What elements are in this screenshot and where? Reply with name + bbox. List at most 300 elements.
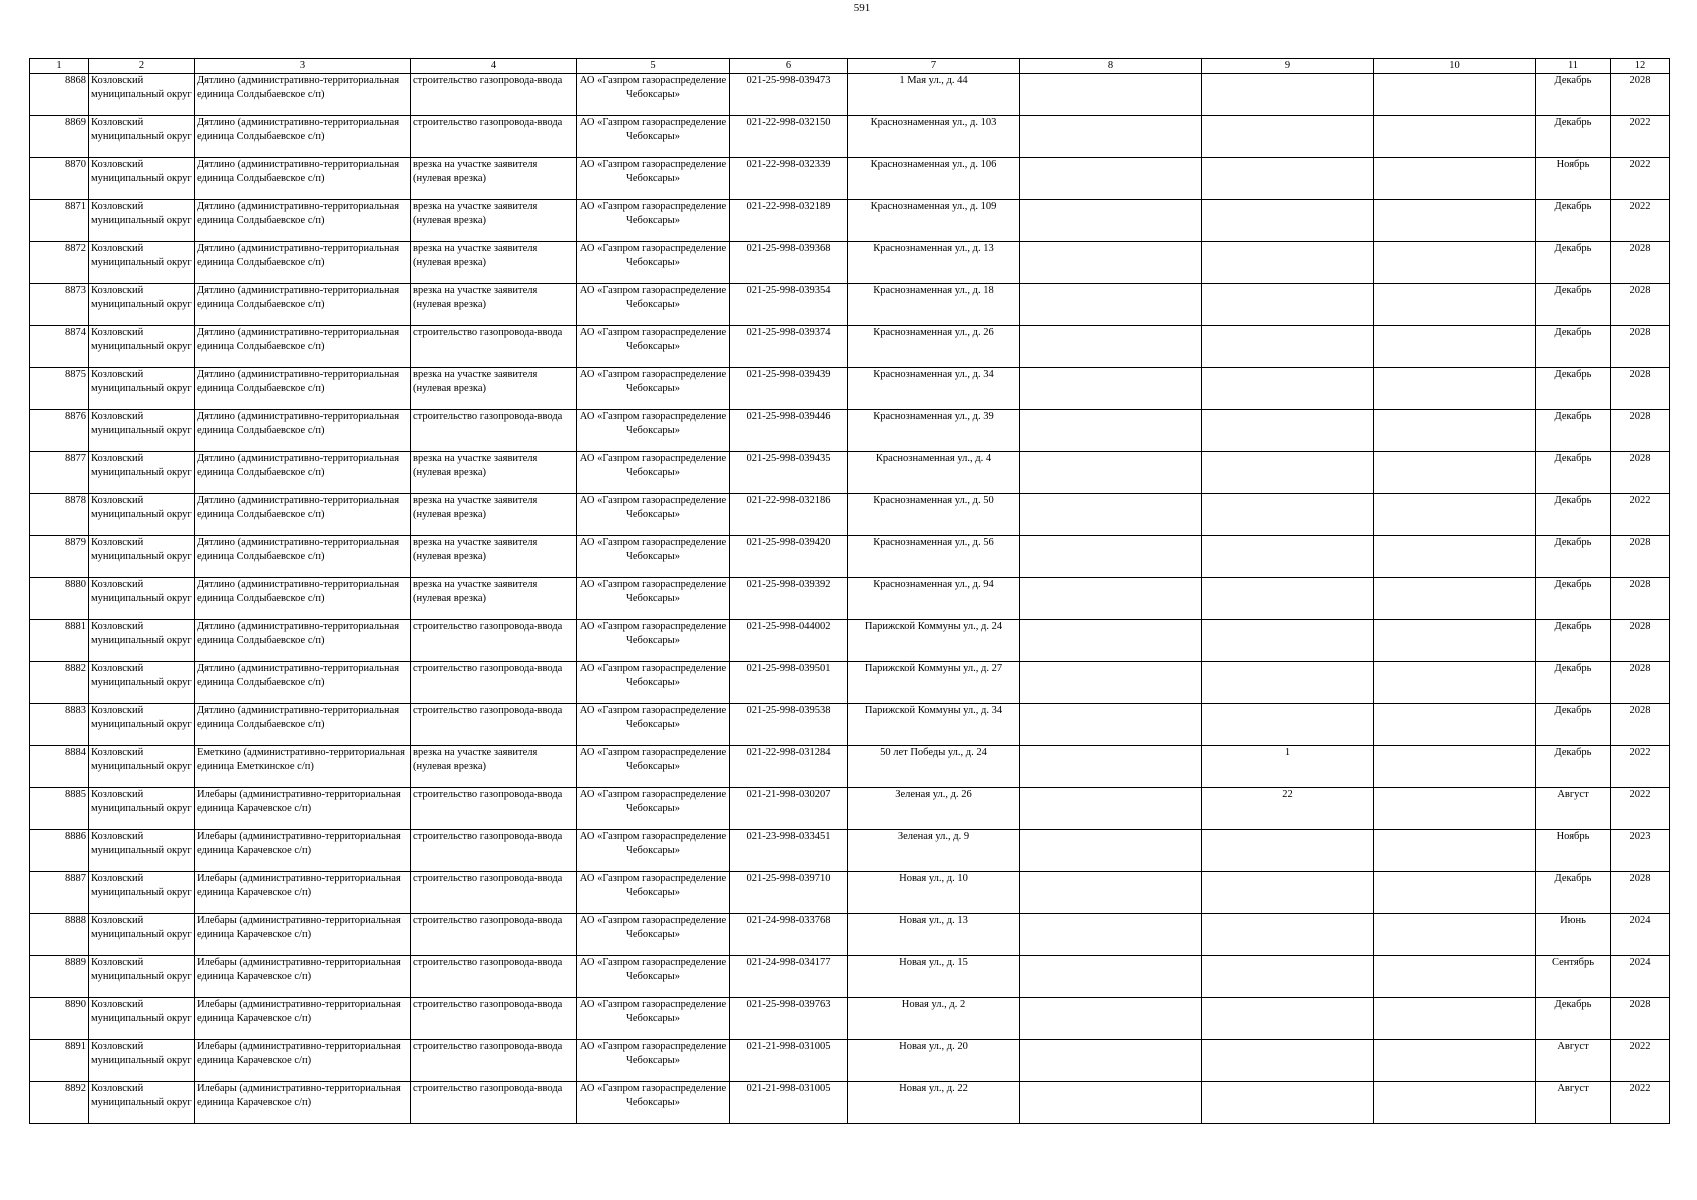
month-cell: [1536, 998, 1611, 1040]
row-number-text: 8890: [65, 999, 86, 1010]
work-type-cell-text: строительство газопровода-ввода: [413, 915, 563, 926]
column-8-cell: [1020, 284, 1202, 326]
month-cell: [1536, 158, 1611, 200]
table-row: [30, 746, 1670, 788]
district-cell: [89, 200, 195, 242]
column-9-cell-text: 22: [1282, 789, 1293, 800]
year-cell-text: 2028: [1629, 999, 1651, 1010]
district-cell-text: Козловский муниципальный округ: [91, 201, 192, 226]
column-10-cell: [1374, 494, 1536, 536]
application-code-cell: [730, 284, 848, 326]
work-type-cell-text: врезка на участке заявителя (нулевая врезка): [413, 369, 538, 394]
organization-cell: [577, 578, 730, 620]
address-cell: [848, 242, 1020, 284]
year-cell: [1611, 578, 1670, 620]
table-row: [30, 74, 1670, 116]
address-cell-text: Новая ул., д. 13: [899, 915, 968, 926]
organization-cell: [577, 74, 730, 116]
month-cell: [1536, 620, 1611, 662]
work-type-cell: [411, 326, 577, 368]
column-9-cell: [1202, 956, 1374, 998]
column-9-cell-text: [1204, 662, 1371, 703]
address-cell: [848, 116, 1020, 158]
column-10-cell-text: [1376, 410, 1533, 451]
district-cell: [89, 1082, 195, 1124]
column-9-cell-text: [1204, 1040, 1371, 1081]
district-cell-text: Козловский муниципальный округ: [91, 411, 192, 436]
month-cell-text: Декабрь: [1554, 999, 1592, 1010]
column-10-cell-text: [1376, 116, 1533, 157]
district-cell: [89, 620, 195, 662]
column-9-cell-text: [1204, 494, 1371, 535]
address-cell: [848, 872, 1020, 914]
row-number-text: 8883: [65, 705, 86, 716]
row-number-text: 8891: [65, 1041, 86, 1052]
month-cell-text: Декабрь: [1554, 705, 1592, 716]
column-9-cell: [1202, 830, 1374, 872]
district-cell: [89, 1040, 195, 1082]
district-cell-text: Козловский муниципальный округ: [91, 453, 192, 478]
application-code-cell-text: 021-22-998-032189: [746, 201, 831, 212]
column-9-cell-text: 1: [1284, 747, 1291, 758]
row-number-text: 8882: [65, 663, 86, 674]
application-code-cell: [730, 578, 848, 620]
column-9-cell-text: [1204, 872, 1371, 913]
district-cell-text: Козловский муниципальный округ: [91, 915, 192, 940]
column-header-10: 10: [1374, 59, 1536, 74]
district-cell: [89, 704, 195, 746]
row-number: [30, 704, 89, 746]
column-10-cell-text: [1376, 956, 1533, 997]
month-cell: [1536, 956, 1611, 998]
column-8-cell-text: [1022, 494, 1199, 535]
address-cell: [848, 494, 1020, 536]
organization-cell: [577, 620, 730, 662]
row-number-text: 8877: [65, 453, 86, 464]
column-8-cell-text: [1022, 116, 1199, 157]
organization-cell-text: АО «Газпром газораспределение Чебоксары»: [579, 873, 727, 898]
work-type-cell: [411, 242, 577, 284]
month-cell: [1536, 200, 1611, 242]
column-9-cell: [1202, 242, 1374, 284]
work-type-cell-text: врезка на участке заявителя (нулевая врезка): [413, 285, 538, 310]
organization-cell: [577, 830, 730, 872]
organization-cell: [577, 998, 730, 1040]
column-9-cell: [1202, 116, 1374, 158]
column-8-cell-text: [1022, 956, 1199, 997]
row-number: [30, 158, 89, 200]
month-cell-text: Декабрь: [1554, 873, 1592, 884]
address-cell-text: Парижской Коммуны ул., д. 27: [864, 663, 1003, 674]
column-9-cell: [1202, 452, 1374, 494]
table-body: [30, 74, 1670, 1124]
row-number: [30, 452, 89, 494]
column-9-cell-text: [1204, 998, 1371, 1039]
application-code-cell: [730, 452, 848, 494]
organization-cell-text: АО «Газпром газораспределение Чебоксары»: [579, 75, 727, 100]
row-number: [30, 956, 89, 998]
application-code-cell: [730, 326, 848, 368]
application-code-cell-text: 021-25-998-039710: [746, 873, 831, 884]
address-cell: [848, 368, 1020, 410]
row-number-text: 8881: [65, 621, 86, 632]
organization-cell-text: АО «Газпром газораспределение Чебоксары»: [579, 831, 727, 856]
organization-cell: [577, 452, 730, 494]
month-cell: [1536, 578, 1611, 620]
settlement-cell-text: Дятлино (административно-территориальная единица Солдыбаевское с/п): [197, 579, 400, 604]
row-number-text: 8886: [65, 831, 86, 842]
application-code-cell: [730, 1040, 848, 1082]
column-8-cell: [1020, 956, 1202, 998]
year-cell: [1611, 158, 1670, 200]
application-code-cell: [730, 956, 848, 998]
year-cell: [1611, 662, 1670, 704]
work-type-cell-text: строительство газопровода-ввода: [413, 1083, 563, 1094]
application-code-cell: [730, 998, 848, 1040]
organization-cell-text: АО «Газпром газораспределение Чебоксары»: [579, 747, 727, 772]
column-8-cell-text: [1022, 788, 1199, 829]
settlement-cell: [195, 74, 411, 116]
district-cell: [89, 830, 195, 872]
column-header-8: 8: [1020, 59, 1202, 74]
month-cell-text: Сентябрь: [1551, 957, 1595, 968]
column-9-cell: [1202, 704, 1374, 746]
organization-cell: [577, 704, 730, 746]
column-9-cell: [1202, 914, 1374, 956]
row-number: [30, 284, 89, 326]
year-cell: [1611, 1082, 1670, 1124]
month-cell-text: Декабрь: [1554, 579, 1592, 590]
column-9-cell: [1202, 284, 1374, 326]
application-code-cell: [730, 74, 848, 116]
column-8-cell-text: [1022, 536, 1199, 577]
address-cell: [848, 578, 1020, 620]
application-code-cell-text: 021-25-998-039446: [746, 411, 831, 422]
address-cell: [848, 830, 1020, 872]
table-row: [30, 536, 1670, 578]
column-header-3: 3: [195, 59, 411, 74]
column-8-cell-text: [1022, 326, 1199, 367]
address-cell-text: Новая ул., д. 2: [901, 999, 966, 1010]
column-8-cell: [1020, 578, 1202, 620]
organization-cell-text: АО «Газпром газораспределение Чебоксары»: [579, 915, 727, 940]
column-10-cell-text: [1376, 788, 1533, 829]
column-9-cell-text: [1204, 242, 1371, 283]
column-8-cell-text: [1022, 704, 1199, 745]
settlement-cell-text: Дятлино (административно-территориальная единица Солдыбаевское с/п): [197, 537, 400, 562]
year-cell: [1611, 452, 1670, 494]
settlement-cell-text: Илебары (административно-территориальная единица Карачевское с/п): [197, 999, 401, 1024]
row-number: [30, 368, 89, 410]
column-header-9: 9: [1202, 59, 1374, 74]
column-10-cell-text: [1376, 620, 1533, 661]
address-cell-text: 50 лет Победы ул., д. 24: [880, 747, 987, 758]
row-number-text: 8880: [65, 579, 86, 590]
year-cell: [1611, 242, 1670, 284]
month-cell-text: Декабрь: [1554, 369, 1592, 380]
address-cell: [848, 536, 1020, 578]
organization-cell-text: АО «Газпром газораспределение Чебоксары»: [579, 789, 727, 814]
month-cell: [1536, 242, 1611, 284]
column-8-cell-text: [1022, 368, 1199, 409]
address-cell-text: Новая ул., д. 20: [899, 1041, 968, 1052]
application-code-cell: [730, 788, 848, 830]
row-number: [30, 1082, 89, 1124]
year-cell-text: 2022: [1629, 1083, 1651, 1094]
application-code-cell: [730, 200, 848, 242]
organization-cell-text: АО «Газпром газораспределение Чебоксары»: [579, 327, 727, 352]
row-number: [30, 872, 89, 914]
year-cell-text: 2028: [1629, 873, 1651, 884]
column-10-cell-text: [1376, 242, 1533, 283]
year-cell-text: 2028: [1629, 621, 1651, 632]
table-row: [30, 578, 1670, 620]
district-cell: [89, 242, 195, 284]
row-number-text: 8888: [65, 915, 86, 926]
page-number: 591: [853, 2, 871, 14]
address-cell: [848, 788, 1020, 830]
address-cell-text: Зеленая ул., д. 9: [897, 831, 970, 842]
application-code-cell: [730, 368, 848, 410]
column-9-cell-text: [1204, 284, 1371, 325]
application-code-cell-text: 021-22-998-032150: [746, 117, 831, 128]
table-row: [30, 872, 1670, 914]
address-cell-text: Новая ул., д. 15: [899, 957, 968, 968]
column-8-cell-text: [1022, 452, 1199, 493]
address-cell: [848, 410, 1020, 452]
organization-cell-text: АО «Газпром газораспределение Чебоксары»: [579, 159, 727, 184]
organization-cell-text: АО «Газпром газораспределение Чебоксары»: [579, 621, 727, 646]
application-code-cell-text: 021-25-998-039435: [746, 453, 831, 464]
settlement-cell: [195, 452, 411, 494]
column-10-cell: [1374, 452, 1536, 494]
year-cell: [1611, 74, 1670, 116]
column-9-cell-text: [1204, 914, 1371, 955]
organization-cell-text: АО «Газпром газораспределение Чебоксары»: [579, 243, 727, 268]
work-type-cell: [411, 998, 577, 1040]
address-cell: [848, 620, 1020, 662]
district-cell-text: Козловский муниципальный округ: [91, 327, 192, 352]
column-8-cell: [1020, 620, 1202, 662]
column-8-cell-text: [1022, 872, 1199, 913]
work-type-cell-text: врезка на участке заявителя (нулевая врезка): [413, 495, 538, 520]
district-cell-text: Козловский муниципальный округ: [91, 159, 192, 184]
application-code-cell: [730, 704, 848, 746]
row-number: [30, 200, 89, 242]
address-cell-text: Краснознаменная ул., д. 26: [873, 327, 994, 338]
application-code-cell: [730, 914, 848, 956]
district-cell-text: Козловский муниципальный округ: [91, 705, 192, 730]
month-cell: [1536, 788, 1611, 830]
work-type-cell-text: строительство газопровода-ввода: [413, 999, 563, 1010]
year-cell-text: 2023: [1629, 831, 1651, 842]
work-type-cell-text: строительство газопровода-ввода: [413, 873, 563, 884]
column-8-cell-text: [1022, 620, 1199, 661]
year-cell: [1611, 1040, 1670, 1082]
column-8-cell-text: [1022, 242, 1199, 283]
column-9-cell-text: [1204, 452, 1371, 493]
month-cell: [1536, 494, 1611, 536]
column-8-cell-text: [1022, 578, 1199, 619]
row-number-text: 8887: [65, 873, 86, 884]
application-code-cell: [730, 746, 848, 788]
row-number: [30, 410, 89, 452]
month-cell-text: Декабрь: [1554, 747, 1592, 758]
work-type-cell-text: строительство газопровода-ввода: [413, 327, 563, 338]
column-8-cell-text: [1022, 410, 1199, 451]
row-number: [30, 578, 89, 620]
address-cell-text: Новая ул., д. 22: [899, 1083, 968, 1094]
district-cell-text: Козловский муниципальный округ: [91, 495, 192, 520]
month-cell: [1536, 662, 1611, 704]
application-code-cell: [730, 242, 848, 284]
application-code-cell: [730, 158, 848, 200]
work-type-cell: [411, 368, 577, 410]
address-cell: [848, 1082, 1020, 1124]
column-8-cell: [1020, 200, 1202, 242]
column-8-cell-text: [1022, 746, 1199, 787]
district-cell: [89, 746, 195, 788]
work-type-cell: [411, 578, 577, 620]
column-9-cell: [1202, 998, 1374, 1040]
column-8-cell-text: [1022, 830, 1199, 871]
month-cell-text: Декабрь: [1554, 495, 1592, 506]
work-type-cell-text: врезка на участке заявителя (нулевая врезка): [413, 453, 538, 478]
row-number-text: 8873: [65, 285, 86, 296]
row-number: [30, 620, 89, 662]
row-number-text: 8889: [65, 957, 86, 968]
column-8-cell: [1020, 536, 1202, 578]
column-9-cell: [1202, 788, 1374, 830]
column-10-cell-text: [1376, 914, 1533, 955]
row-number-text: 8875: [65, 369, 86, 380]
settlement-cell-text: Дятлино (административно-территориальная единица Солдыбаевское с/п): [197, 621, 400, 646]
application-code-cell-text: 021-21-998-031005: [746, 1083, 831, 1094]
address-cell-text: Парижской Коммуны ул., д. 34: [864, 705, 1003, 716]
column-8-cell-text: [1022, 158, 1199, 199]
month-cell-text: Декабрь: [1554, 243, 1592, 254]
work-type-cell-text: врезка на участке заявителя (нулевая врезка): [413, 537, 538, 562]
work-type-cell-text: строительство газопровода-ввода: [413, 957, 563, 968]
organization-cell-text: АО «Газпром газораспределение Чебоксары»: [579, 453, 727, 478]
month-cell-text: Декабрь: [1554, 75, 1592, 86]
address-cell-text: Краснознаменная ул., д. 34: [873, 369, 994, 380]
column-8-cell: [1020, 704, 1202, 746]
district-cell: [89, 494, 195, 536]
year-cell: [1611, 368, 1670, 410]
address-cell-text: Краснознаменная ул., д. 94: [873, 579, 994, 590]
address-cell-text: Краснознаменная ул., д. 4: [875, 453, 992, 464]
application-code-cell-text: 021-21-998-030207: [746, 789, 831, 800]
work-type-cell: [411, 452, 577, 494]
column-10-cell: [1374, 788, 1536, 830]
district-cell-text: Козловский муниципальный округ: [91, 999, 192, 1024]
month-cell-text: Ноябрь: [1556, 159, 1590, 170]
year-cell: [1611, 284, 1670, 326]
column-10-cell-text: [1376, 1040, 1533, 1081]
organization-cell: [577, 788, 730, 830]
district-cell-text: Козловский муниципальный округ: [91, 1041, 192, 1066]
work-type-cell-text: врезка на участке заявителя (нулевая врезка): [413, 243, 538, 268]
settlement-cell-text: Дятлино (административно-территориальная единица Солдыбаевское с/п): [197, 705, 400, 730]
address-cell: [848, 326, 1020, 368]
table-row: [30, 662, 1670, 704]
column-10-cell: [1374, 662, 1536, 704]
month-cell: [1536, 1082, 1611, 1124]
address-cell: [848, 746, 1020, 788]
address-cell-text: Краснознаменная ул., д. 50: [873, 495, 994, 506]
column-10-cell: [1374, 578, 1536, 620]
column-8-cell: [1020, 326, 1202, 368]
settlement-cell-text: Дятлино (административно-территориальная единица Солдыбаевское с/п): [197, 117, 400, 142]
settlement-cell-text: Илебары (административно-территориальная единица Карачевское с/п): [197, 873, 401, 898]
district-cell: [89, 74, 195, 116]
organization-cell: [577, 746, 730, 788]
district-cell: [89, 998, 195, 1040]
column-10-cell-text: [1376, 368, 1533, 409]
table-row: [30, 284, 1670, 326]
column-10-cell-text: [1376, 284, 1533, 325]
settlement-cell: [195, 536, 411, 578]
row-number: [30, 746, 89, 788]
column-8-cell: [1020, 872, 1202, 914]
year-cell: [1611, 704, 1670, 746]
year-cell: [1611, 494, 1670, 536]
district-cell: [89, 158, 195, 200]
district-cell-text: Козловский муниципальный округ: [91, 243, 192, 268]
work-type-cell: [411, 956, 577, 998]
settlement-cell-text: Дятлино (административно-территориальная единица Солдыбаевское с/п): [197, 201, 400, 226]
organization-cell: [577, 200, 730, 242]
work-type-cell: [411, 1082, 577, 1124]
column-header-2: 2: [89, 59, 195, 74]
year-cell-text: 2028: [1629, 327, 1651, 338]
column-9-cell: [1202, 74, 1374, 116]
year-cell-text: 2022: [1629, 159, 1651, 170]
column-10-cell-text: [1376, 1082, 1533, 1123]
column-8-cell-text: [1022, 1040, 1199, 1081]
organization-cell-text: АО «Газпром газораспределение Чебоксары»: [579, 369, 727, 394]
work-type-cell-text: строительство газопровода-ввода: [413, 789, 563, 800]
row-number-text: 8872: [65, 243, 86, 254]
year-cell: [1611, 788, 1670, 830]
row-number: [30, 242, 89, 284]
settlement-cell-text: Дятлино (административно-территориальная единица Солдыбаевское с/п): [197, 327, 400, 352]
settlement-cell: [195, 662, 411, 704]
application-code-cell: [730, 620, 848, 662]
month-cell-text: Декабрь: [1554, 663, 1592, 674]
month-cell: [1536, 746, 1611, 788]
table-row: [30, 1082, 1670, 1124]
column-10-cell: [1374, 536, 1536, 578]
row-number-text: 8884: [65, 747, 86, 758]
settlement-cell: [195, 116, 411, 158]
gasification-table: [29, 58, 1670, 1124]
application-code-cell-text: 021-24-998-034177: [746, 957, 831, 968]
organization-cell: [577, 242, 730, 284]
column-8-cell-text: [1022, 200, 1199, 241]
work-type-cell-text: строительство газопровода-ввода: [413, 411, 563, 422]
year-cell-text: 2028: [1629, 453, 1651, 464]
application-code-cell: [730, 494, 848, 536]
settlement-cell: [195, 788, 411, 830]
application-code-cell: [730, 410, 848, 452]
month-cell-text: Декабрь: [1554, 201, 1592, 212]
column-9-cell: [1202, 494, 1374, 536]
application-code-cell: [730, 872, 848, 914]
column-8-cell: [1020, 788, 1202, 830]
month-cell-text: Август: [1557, 1041, 1589, 1052]
